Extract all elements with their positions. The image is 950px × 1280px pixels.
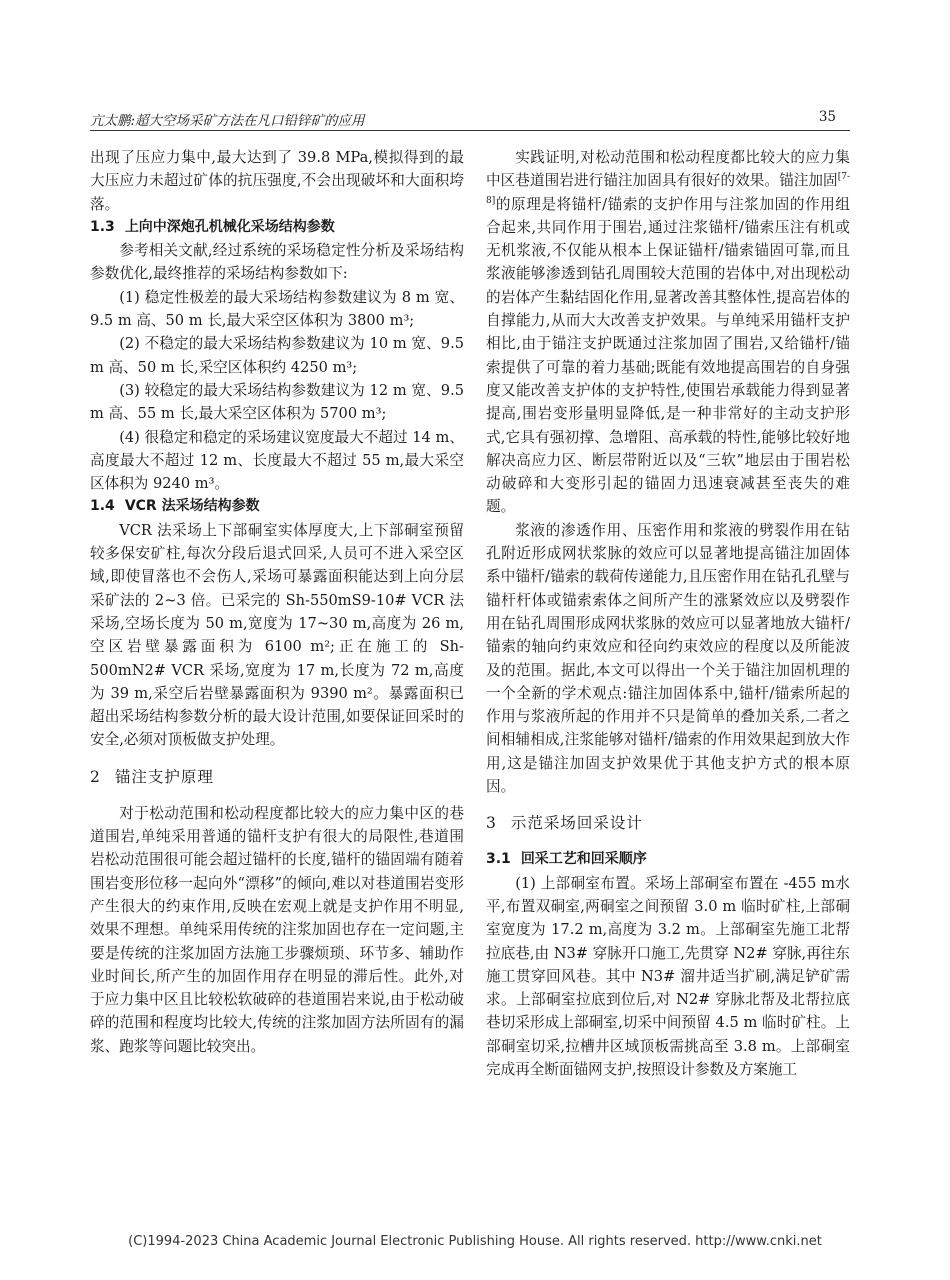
- section-number: 1.3: [90, 218, 115, 235]
- section-heading-1-4: [90, 495, 464, 518]
- paragraph: 浆液的渗透作用、压密作用和浆液的劈裂作用在钻孔附近形成网状浆脉的效应可以显著地提高锚注加固体系中锚杆/锚索的载荷传递能力,且压密作用在钻孔孔壁与锚杆杆体或锚索索体之间所产生的涨紧效应以及劈裂作用在钻孔周围形成网状浆脉的效应可以显著地放大锚杆/锚索的轴向约束效应和径向约束效应的程度以及所能波及的范围。据此,本文可以得出一个关于锚注加固机理的一个全新的学术观点:锚注加固体系中,锚杆/锚索所起的作用与浆液所起的作用并不只是简单的叠加关系,二者之间相辅相成,注浆能够对锚杆/锚索的作用效果起到放大作用,这是锚注加固支护效果优于其他支护方式的根本原因。: [486, 521, 850, 796]
- paragraph: 出现了压应力集中,最大达到了 39.8 MPa,模拟得到的最大压应力未超过矿体的抗压强度,不会出现破坏和大面积垮落。: [90, 149, 464, 213]
- left-column: [90, 146, 464, 1058]
- section-title: 锚注支护原理: [114, 767, 214, 786]
- page-number: 35: [818, 109, 836, 125]
- paragraph: [486, 146, 850, 519]
- section-heading-2: [90, 764, 464, 790]
- section-number: 3: [486, 814, 497, 833]
- list-item: (1) 稳定性极差的最大采场结构参数建议为 8 m 宽、9.5 m 高、50 m 长,最大采空区体积为 3800 m³;: [90, 288, 464, 330]
- copyright-footer: (C)1994-2023 China Academic Journal Electronic Publishing House. All rights reserved. http://www.cnki.net: [128, 1234, 822, 1249]
- section-title: VCR 法采场结构参数: [124, 498, 260, 515]
- header-rule: [90, 130, 850, 131]
- running-header: [90, 105, 850, 129]
- section-heading-3: [486, 810, 850, 836]
- list-item: (4) 很稳定和稳定的采场建议宽度最大不超过 14 m、高度最大不超过 12 m、长度最大不超过 55 m,最大采空区体积为 9240 m³。: [90, 428, 464, 493]
- paragraph: (1) 上部硐室布置。采场上部硐室布置在 -455 m水平,布置双硐室,两硐室之间预留 3.0 m 临时矿柱,上部硐室宽度为 17.2 m,高度为 3.2 m。上部硐室先施工北帮拉底巷,由 N3# 穿脉开口施工,先贯穿 N2# 穿脉,再往东施工贯穿回风巷。其中 N3# 溜井适当扩刷,满足铲矿需求。上部硐室拉底到位后,对 N2# 穿脉北帮及北帮拉底巷切采形成上部硐室,切采中间预留 4.5 m 临时矿柱。上部硐室切采,拉槽井区域顶板需挑高至 3.8 m。上部硐室完成再全断面锚网支护,按照设计参数及方案施工: [486, 874, 850, 1078]
- right-column: [486, 146, 850, 1081]
- paragraph-text: 的原理是将锚杆/锚索的支护作用与注浆加固的作用组合起来,共同作用于围岩,通过注浆锚杆/锚索压注有机或无机浆液,不仅能从根本上保证锚杆/锚索锚固可靠,而且浆液能够渗透到钻孔周围较大范围的岩体中,对出现松动的岩体产生黏结固化作用,显著改善其整体性,提高岩体的自撑能力,从而大大改善支护效果。与单纯采用锚杆支护相比,由于锚注支护既通过注浆加固了围岩,又给锚杆/锚索提供了可靠的着力基础;既能有效地提高围岩的自身强度又能改善支护体的支护特性,使围岩承载能力得到显著提高,围岩变形量明显降低,是一种非常好的主动支护形式,它具有强初撑、急增阻、高承载的特性,能够比较好地解决高应力区、断层带附近以及“三软”地层由于围岩松动破碎和大变形引起的锚固力迅速衰减甚至丧失的难题。: [486, 195, 850, 516]
- section-heading-1-3: [90, 216, 464, 239]
- section-title: 上向中深炮孔机械化采场结构参数: [124, 218, 335, 235]
- paragraph-text: 实践证明,对松动范围和松动程度都比较大的应力集中区巷道围岩进行锚注加固具有很好的效果。锚注加固: [486, 149, 850, 190]
- section-heading-3-1: [486, 848, 850, 871]
- section-number: 1.4: [90, 498, 115, 515]
- paragraph: 参考相关文献,经过系统的采场稳定性分析及采场结构参数优化,最终推荐的采场结构参数如下:: [90, 242, 464, 283]
- section-title: 示范采场回采设计: [510, 814, 643, 833]
- paragraph: VCR 法采场上下部硐室实体厚度大,上下部硐室预留较多保安矿柱,每次分段后退式回采,人员可不进入采空区域,即使冒落也不会伤人,采场可暴露面积能达到上向分层采矿法的 2~3 倍。已采完的 Sh-550mS9-10# VCR 法采场,空场长度为 50 m,宽度为 17~30 m,高度为 26 m,空区岩壁暴露面积为 6100 m²;正在施工的 Sh-500mN2# VCR 采场,宽度为 17 m,长度为 72 m,高度为 39 m,采空后岩壁暴露面积为 9390 m²。暴露面积已超出采场结构参数分析的最大设计范围,如要保证回采时的安全,必须对顶板做支护处理。: [90, 521, 464, 749]
- section-number: 3.1: [486, 851, 511, 868]
- citation: [7-8]: [486, 172, 850, 206]
- paragraph: 对于松动范围和松动程度都比较大的应力集中区的巷道围岩,单纯采用普通的锚杆支护有很大的局限性,巷道围岩松动范围很可能会超过锚杆的长度,锚杆的锚固端有随着围岩变形位移一起向外“漂移”的倾向,难以对巷道围岩变形产生很大的约束作用,反映在宏观上就是支护作用不明显,效果不理想。单纯采用传统的注浆加固也存在一定问题,主要是传统的注浆加固方法施工步骤烦琐、环节多、辅助作业时间长,所产生的加固作用存在明显的滞后性。此外,对于应力集中区且比较松软破碎的巷道围岩来说,由于松动破碎的范围和程度均比较大,传统的注浆加固方法所固有的漏浆、跑浆等问题比较突出。: [90, 804, 464, 1055]
- running-title: 亢太鹏:超大空场采矿方法在凡口铅锌矿的应用: [90, 113, 365, 129]
- section-number: 2: [90, 767, 101, 786]
- list-item: (2) 不稳定的最大采场结构参数建议为 10 m 宽、9.5 m 高、50 m 长,采空区体积约 4250 m³;: [90, 335, 464, 376]
- section-title: 回采工艺和回采顺序: [520, 851, 647, 868]
- list-item: (3) 较稳定的最大采场结构参数建议为 12 m 宽、9.5 m 高、55 m 长,最大采空区体积为 5700 m³;: [90, 381, 464, 423]
